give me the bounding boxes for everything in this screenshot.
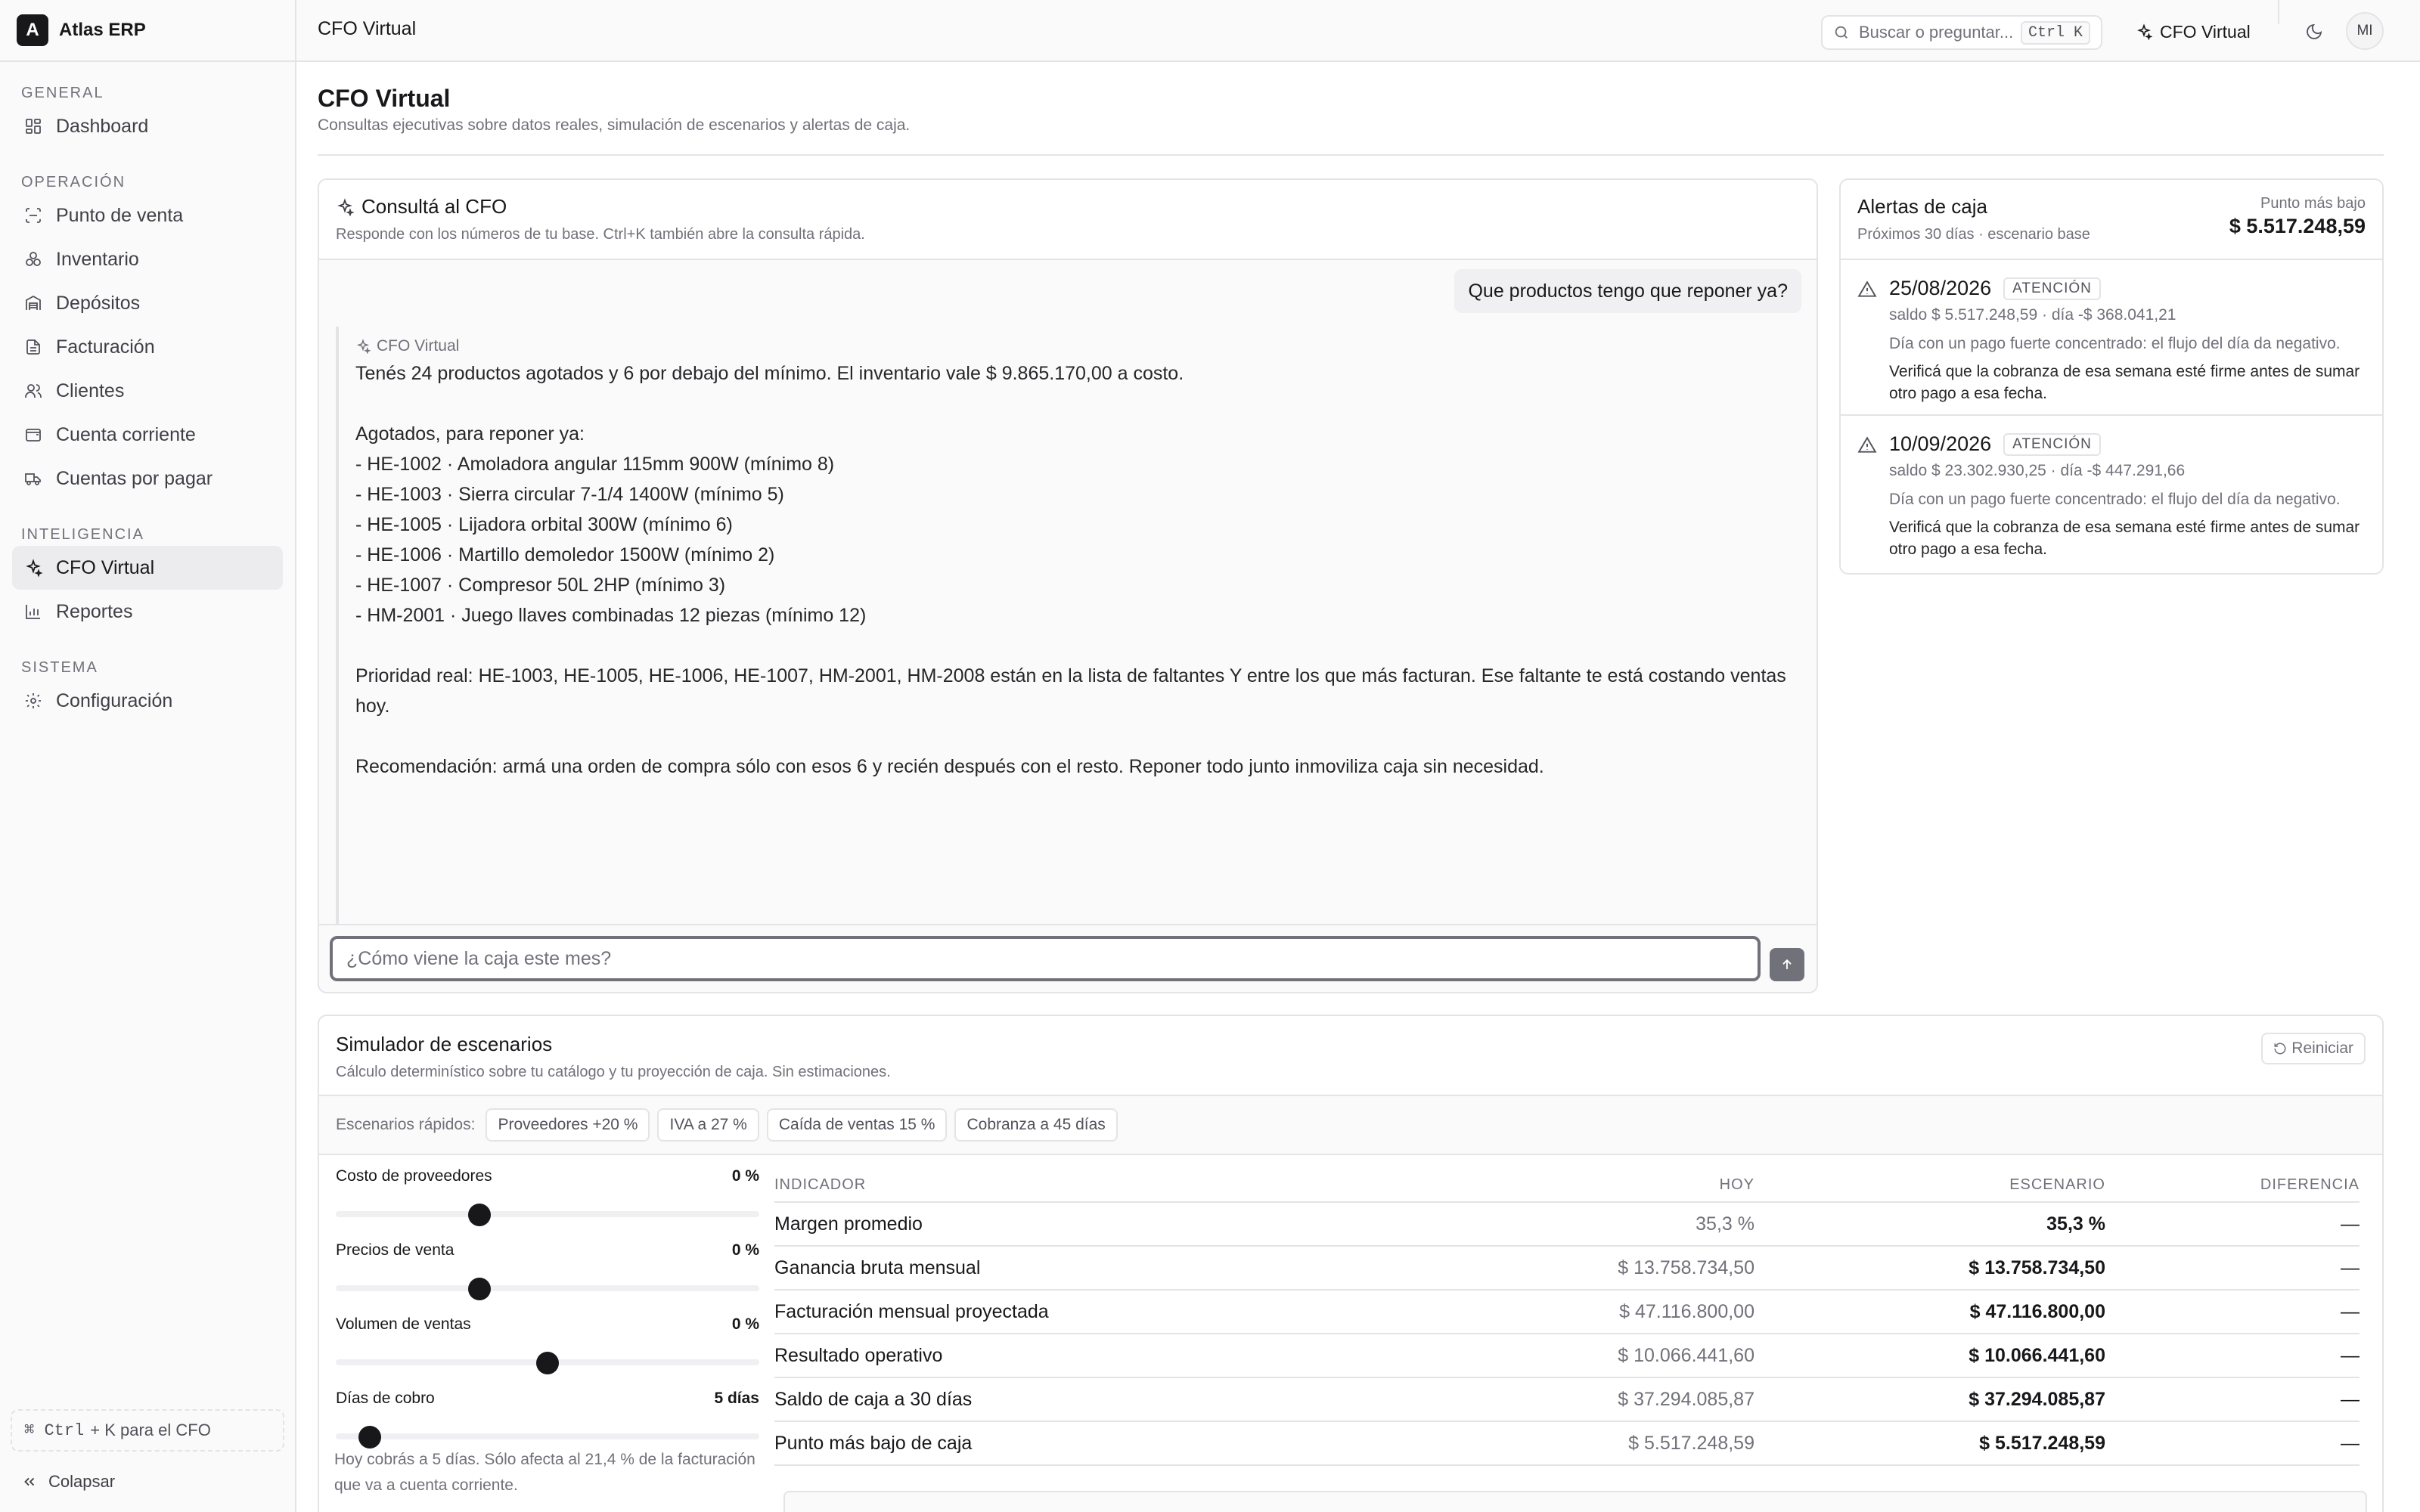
indicator-today: $ 47.116.800,00 [1452,1290,1754,1334]
search-placeholder: Buscar o preguntar... [1859,23,2014,42]
chat-title-text: Consultá al CFO [361,195,507,218]
assistant-label-text: CFO Virtual [377,337,460,355]
alert-description: Día con un pago fuerte concentrado: el flujo del día da negativo. [1889,335,2341,352]
low-point-label: Punto más bajo [2260,195,2366,212]
sidebar-item-label: Cuentas por pagar [56,467,213,489]
quick-scenarios [319,1096,2382,1155]
indicator-name: Saldo de caja a 30 días [774,1377,1452,1421]
low-point-value: $ 5.517.248,59 [2229,215,2366,237]
indicator-difference: — [2105,1334,2360,1377]
topbar-title: CFO Virtual [318,18,417,39]
reset-button[interactable] [2261,1033,2366,1064]
indicator-scenario: $ 5.517.248,59 [1754,1421,2105,1465]
user-message: Que productos tengo que reponer ya? [1454,269,1801,313]
nav-section-general: GENERAL [21,84,104,101]
table-row [774,1334,2360,1377]
slider-value: 5 días [714,1390,759,1407]
slider-thumb[interactable] [358,1426,381,1448]
quick-scenario-chip[interactable]: IVA a 27 % [657,1108,759,1142]
message-line: Agotados, para reponer ya: [355,423,585,445]
slider-track[interactable] [336,1285,759,1291]
indicator-scenario: $ 13.758.734,50 [1754,1246,2105,1290]
message-line: hoy. [355,696,390,717]
slider-label: Días de cobro [336,1390,435,1407]
collapse-button[interactable] [21,1468,115,1495]
cfo-virtual-button-label: CFO Virtual [2160,21,2251,42]
bar-chart-icon [21,600,45,624]
slider-track[interactable] [336,1433,759,1439]
command-icon: ⌘ [24,1421,45,1440]
boxes-icon [21,247,45,271]
indicator-difference: — [2105,1377,2360,1421]
slider-precios-venta [336,1241,759,1315]
file-icon [21,335,45,359]
slider-volumen-ventas [336,1315,759,1390]
alert-saldo: saldo $ 23.302.930,25 · día -$ 447.291,66 [1889,462,2186,479]
chat-card [318,178,1818,993]
alert-date: 25/08/2026 [1889,277,1992,299]
message-line [355,631,1795,661]
indicator-name: Ganancia bruta mensual [774,1246,1452,1290]
slider-costo-proveedores [336,1167,759,1241]
topbar [296,0,2420,62]
cash-alerts-subtitle: Próximos 30 días · escenario base [1857,226,2090,243]
cash-alerts-title: Alertas de caja [1857,195,1987,218]
scan-icon [21,203,45,228]
slider-label: Precios de venta [336,1241,455,1259]
brand-logo: A [17,14,48,46]
message-line: - HM-2001 · Juego llaves combinadas 12 piezas (mínimo 12) [355,605,867,626]
sidebar-item-label: Facturación [56,336,155,358]
table-row [774,1246,2360,1290]
column-header: INDICADOR [774,1169,1452,1202]
alert-date: 10/09/2026 [1889,432,1992,455]
divider [318,154,2384,156]
nav-section-operacion: OPERACIÓN [21,173,126,191]
slider-label: Volumen de ventas [336,1315,471,1333]
sidebar-item-dashboard[interactable] [12,104,283,148]
indicator-difference: — [2105,1290,2360,1334]
nav-section-inteligencia: INTELIGENCIA [21,525,144,543]
scenario-sliders [336,1167,759,1464]
sparkles-icon [2136,23,2152,40]
indicator-name: Margen promedio [774,1202,1452,1246]
sidebar-item-label: Configuración [56,689,173,711]
cash-alerts-card [1839,178,2384,575]
message-line: - HE-1005 · Lijadora orbital 300W (mínimo 6) [355,514,733,535]
indicator-today: 35,3 % [1452,1202,1754,1246]
sidebar [0,0,296,1512]
cash-alerts-header [1841,180,2382,260]
sidebar-item-clientes[interactable] [12,369,283,413]
chevrons-left-icon [21,1473,38,1490]
indicator-scenario: $ 37.294.085,87 [1754,1377,2105,1421]
collapse-label: Colapsar [48,1472,116,1491]
simulator-title: Simulador de escenarios [336,1033,553,1055]
avatar[interactable]: MI [2346,12,2384,50]
table-row [774,1421,2360,1465]
sidebar-item-punto-de-venta[interactable] [12,194,283,237]
search-box[interactable] [1821,15,2102,50]
alert-saldo: saldo $ 5.517.248,59 · día -$ 368.041,21 [1889,306,2176,324]
sidebar-item-cuentas-por-pagar[interactable] [12,457,283,500]
chat-subtitle: Responde con los números de tu base. Ctrl+K también abre la consulta rápida. [336,226,865,243]
assistant-message-body [355,358,1795,782]
slider-thumb[interactable] [468,1278,491,1300]
chat-input[interactable] [330,936,1761,981]
indicator-scenario: $ 10.066.441,60 [1754,1334,2105,1377]
warehouse-icon [21,291,45,315]
alert-item [1841,416,2382,572]
nav-section-sistema: SISTEMA [21,658,98,676]
alert-description: Día con un pago fuerte concentrado: el flujo del día da negativo. [1889,491,2341,508]
search-kbd: Ctrl K [2021,21,2090,45]
indicator-today: $ 5.517.248,59 [1452,1421,1754,1465]
status-badge: ATENCIÓN [2003,277,2101,300]
sparkles-icon [336,198,354,216]
assistant-message [336,327,1795,954]
dashboard-icon [21,114,45,138]
indicator-scenario: $ 47.116.800,00 [1754,1290,2105,1334]
indicators-table [774,1169,2360,1466]
quick-scenario-chip[interactable]: Cobranza a 45 días [954,1108,1117,1142]
message-line [355,721,1795,751]
status-badge: ATENCIÓN [2003,433,2101,456]
indicator-name: Facturación mensual proyectada [774,1290,1452,1334]
sidebar-item-label: Punto de venta [56,204,184,226]
alert-row [1889,432,2366,456]
slider-thumb[interactable] [536,1352,559,1374]
gear-icon [21,689,45,713]
table-header-row [774,1169,2360,1202]
cfo-virtual-button[interactable] [2136,17,2251,47]
message-line: - HE-1003 · Sierra circular 7-1/4 1400W (mínimo 5) [355,484,784,505]
simulator-header [319,1016,2382,1096]
shortcut-kbd: Ctrl [44,1421,85,1440]
sparkles-icon [21,556,45,580]
table-row [774,1290,2360,1334]
sidebar-item-label: Reportes [56,600,133,622]
message-line [355,389,1795,419]
reset-button-label: Reiniciar [2291,1040,2353,1057]
column-header: ESCENARIO [1754,1169,2105,1202]
scenario-summary-box [783,1491,2367,1512]
sidebar-item-label: CFO Virtual [56,556,155,578]
message-line: - HE-1002 · Amoladora angular 115mm 900W (mínimo 8) [355,454,835,475]
sparkles-icon [355,339,371,354]
truck-icon [21,466,45,491]
message-line: - HE-1006 · Martillo demoledor 1500W (mínimo 2) [355,544,775,565]
message-line: - HE-1007 · Compresor 50L 2HP (mínimo 3) [355,575,726,596]
slider-value: 0 % [731,1315,759,1333]
chat-composer [319,924,1817,993]
slider-track[interactable] [336,1211,759,1217]
search-icon [1833,24,1850,41]
alert-recommendation: Verificá que la cobranza de esa semana esté firme antes de sumar otro pago a esa fecha. [1889,519,2360,558]
sidebar-item-label: Depósitos [56,292,141,314]
indicator-today: $ 37.294.085,87 [1452,1377,1754,1421]
slider-hint: Hoy cobrás a 5 días. Sólo afecta al 21,4 % de la facturación que va a cuenta corriente. [334,1451,755,1494]
sidebar-item-label: Inventario [56,248,139,270]
warning-triangle-icon [1857,280,1877,299]
sidebar-item-label: Clientes [56,380,125,401]
alert-recommendation: Verificá que la cobranza de esa semana esté firme antes de sumar otro pago a esa fecha. [1889,363,2360,402]
topbar-divider [2278,0,2279,24]
chat-title [336,195,1817,218]
sidebar-item-reportes[interactable] [12,590,283,634]
indicator-today: $ 10.066.441,60 [1452,1334,1754,1377]
moon-icon [2305,23,2323,41]
column-header: HOY [1452,1169,1754,1202]
brand-name: Atlas ERP [59,20,146,40]
alert-item [1841,260,2382,416]
indicator-difference: — [2105,1421,2360,1465]
page-title: CFO Virtual [318,85,451,112]
quick-scenario-chip[interactable]: Caída de ventas 15 % [767,1108,948,1142]
indicator-difference: — [2105,1202,2360,1246]
wallet-icon [21,423,45,447]
indicator-name: Resultado operativo [774,1334,1452,1377]
slider-label: Costo de proveedores [336,1167,492,1185]
sidebar-item-facturacion[interactable] [12,325,283,369]
indicator-difference: — [2105,1246,2360,1290]
message-line: Recomendación: armá una orden de compra sólo con esos 6 y recién después con el resto. Reponer todo junto inmoviliza caja sin necesidad. [355,756,1544,777]
sidebar-item-label: Cuenta corriente [56,423,196,445]
quick-scenarios-label: Escenarios rápidos: [336,1116,476,1133]
message-line: Tenés 24 productos agotados y 6 por debajo del mínimo. El inventario vale $ 9.865.170,00 a costo. [355,363,1184,384]
warning-triangle-icon [1857,435,1877,455]
users-icon [21,379,45,403]
simulator-subtitle: Cálculo determinístico sobre tu catálogo y tu proyección de caja. Sin estimaciones. [336,1064,891,1080]
slider-value: 0 % [731,1167,759,1185]
column-header: DIFERENCIA [2105,1169,2360,1202]
indicator-scenario: 35,3 % [1754,1202,2105,1246]
chat-header [319,180,1817,260]
table-row [774,1377,2360,1421]
theme-toggle-button[interactable] [2299,17,2329,47]
shortcut-text: + K para el CFO [90,1421,211,1439]
sidebar-item-configuracion[interactable] [12,679,283,723]
slider-value: 0 % [731,1241,759,1259]
sidebar-item-label: Dashboard [56,115,149,137]
arrow-up-icon [1779,957,1795,972]
sidebar-item-depositos[interactable] [12,281,283,325]
table-row [774,1202,2360,1246]
indicator-name: Punto más bajo de caja [774,1421,1452,1465]
cfo-shortcut-hint[interactable] [11,1409,284,1452]
sidebar-item-cuenta-corriente[interactable] [12,413,283,457]
message-line: Prioridad real: HE-1003, HE-1005, HE-1006, HE-1007, HM-2001, HM-2008 están en la lista de faltantes Y entre los que más facturan. Ese faltante te está costando ventas [355,665,1786,686]
alert-row [1889,277,2366,300]
brand[interactable] [0,0,295,62]
send-button[interactable] [1770,948,1804,981]
sidebar-item-cfo-virtual[interactable] [12,546,283,590]
slider-thumb[interactable] [468,1204,491,1226]
indicator-today: $ 13.758.734,50 [1452,1246,1754,1290]
rotate-ccw-icon [2273,1042,2287,1055]
page-subtitle: Consultas ejecutivas sobre datos reales, simulación de escenarios y alertas de caja. [318,116,911,134]
quick-scenario-chip[interactable]: Proveedores +20 % [486,1108,650,1142]
sidebar-item-inventario[interactable] [12,237,283,281]
assistant-label [355,337,1795,355]
